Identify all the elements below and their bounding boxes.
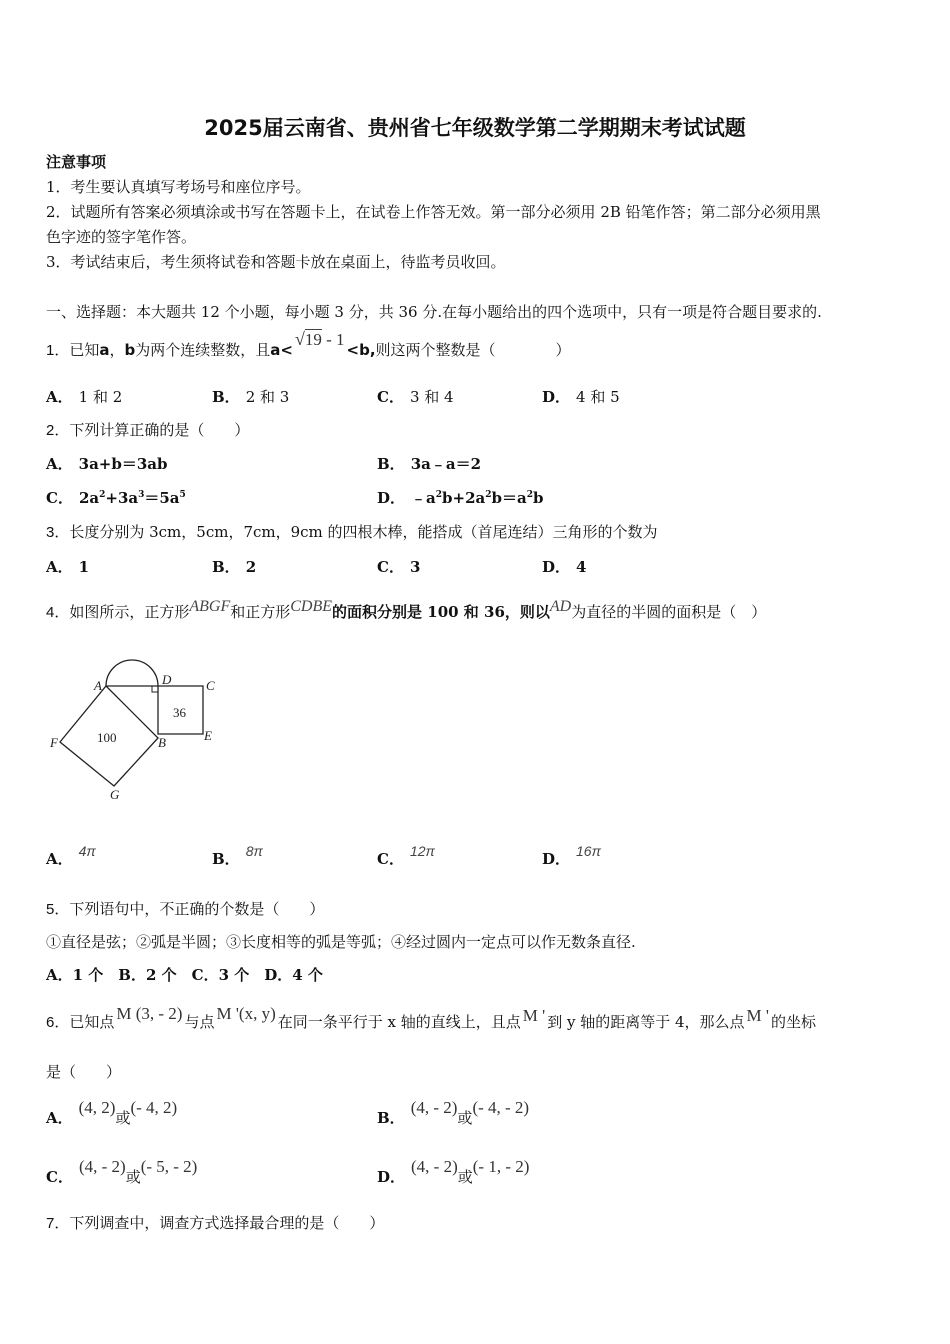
q3-option-c[interactable]: C． 3 [377,558,421,576]
notice-item-2: 2．试题所有答案必须填涂或书写在答题卡上，在试卷上作答无效。第一部分必须用 2B 铅笔作答；第二部分必须用黑 [46,203,821,221]
question-6: 6．已知点 M (3, - 2) 与点 M '(x, y) 在同一条平行于 x 轴的直线上，且点 M ' 到 y 轴的距离等于 4，那么点 M ' 的坐标 [46,1004,816,1031]
q1-text-pre: 已知 [69,341,100,359]
q6-line2: 是（ ） [46,1063,122,1081]
question-1 [46,329,571,362]
label-d: D [162,672,172,687]
q1-option-d[interactable]: D． 4 和 5 [542,388,620,406]
q1-less-than-a: a< [270,341,293,359]
q3-option-d[interactable]: D． 4 [542,558,587,576]
notice-item-3: 3．考试结束后，考生须将试卷和答题卡放在桌面上，待监考员收回。 [46,253,506,271]
q1-comma: ， [109,341,125,359]
section-heading: 一、选择题：本大题共 12 个小题，每小题 3 分，共 36 分.在每小题给出的四个选项中，只有一项是符合题目要求的. [46,303,822,321]
q5-options[interactable]: A．1 个 B．2 个 C．3 个 D．4 个 [46,966,323,984]
sqrt-sign-icon: √ [294,329,305,349]
point-m-prime-ref1: M ' [522,1006,546,1025]
label-e: E [204,728,212,743]
notice-item-2-cont: 色字迹的签字笔作答。 [46,228,197,246]
square-abgf: ABGF [189,598,231,615]
sqrt-expression [295,330,345,349]
area-label-100: 100 [97,730,117,745]
label-b: B [158,735,166,750]
q2-option-d[interactable]: D． $﹣a^2b+2a^2b=a^2b$ [377,489,544,507]
question-4: 4．如图所示，正方形ABGF和正方形CDBE的面积分别是 100 和 36，则以AD为直径的半圆的面积是（ ） [46,598,767,621]
q2-option-c[interactable]: C． $2a^2+3a^3=5a^5$ [46,489,186,507]
radicand: 19 [304,330,322,349]
q5-statements: ①直径是弦；②弧是半圆；③长度相等的弧是等弧；④经过圆内一定点可以作无数条直径. [46,933,636,951]
segment-ad: AD [549,598,572,615]
q4-option-a[interactable]: A． 4π [46,843,96,868]
question-3: 3．长度分别为 3cm，5cm，7cm，9cm 的四根木棒，能搭成（首尾连结）三角形的个数为 [46,523,658,541]
q1-option-a[interactable]: A． 1 和 2 [46,388,123,406]
q4-option-c[interactable]: C． 12π [377,843,435,868]
q4-option-b[interactable]: B． 8π [212,843,263,868]
minus-one: - 1 [321,330,345,349]
q1-option-c[interactable]: C． 3 和 4 [377,388,454,406]
square-cdbe: CDBE [290,598,333,615]
label-f: F [50,735,58,750]
var-b: b [124,341,136,359]
q6-option-a[interactable]: A．(4, 2)或(- 4, 2) [46,1098,178,1127]
geometry-figure [46,656,226,806]
notice-item-1: 1．考生要认真填写考场号和座位序号。 [46,178,311,196]
q1-text-mid: 为两个连续整数，且 [135,341,271,359]
point-m-prime: M '(x, y) [216,1004,276,1023]
page-title: 2025届云南省、贵州省七年级数学第二学期期末考试试题 [204,116,746,140]
point-m-prime-ref2: M ' [746,1006,769,1025]
q1-option-b[interactable]: B． 2 和 3 [212,388,290,406]
q3-option-a[interactable]: A． 1 [46,558,90,576]
question-5: 5．下列语句中，不正确的个数是（ ） [46,900,325,918]
q6-option-d[interactable]: D．(4, - 2)或(- 1, - 2) [377,1157,530,1186]
right-angle-mark [152,686,158,692]
q1-less-than-b: <b, [346,341,376,359]
var-a: a [99,341,110,359]
q6-option-b[interactable]: B．(4, - 2)或(- 4, - 2) [377,1098,530,1127]
label-a: A [94,678,102,693]
label-g: G [110,787,120,802]
q2-option-a[interactable]: A． 3a+b＝3ab [46,455,168,473]
notice-heading: 注意事项 [46,153,107,171]
question-2: 2．下列计算正确的是（ ） [46,421,250,439]
point-m: M (3, - 2) [116,1004,183,1023]
q1-text-post: 则这两个整数是（ ） [375,341,571,359]
semicircle-arc [106,660,158,686]
q6-option-c[interactable]: C．(4, - 2)或(- 5, - 2) [46,1157,198,1186]
q4-option-d[interactable]: D． 16π [542,843,601,868]
q2-option-b[interactable]: B． 3a﹣a＝2 [377,455,482,473]
question-7: 7．下列调查中，调查方式选择最合理的是（ ） [46,1214,385,1232]
question-number: 1． [46,342,70,359]
label-c: C [206,678,215,693]
q3-option-b[interactable]: B． 2 [212,558,257,576]
area-label-36: 36 [173,705,186,720]
